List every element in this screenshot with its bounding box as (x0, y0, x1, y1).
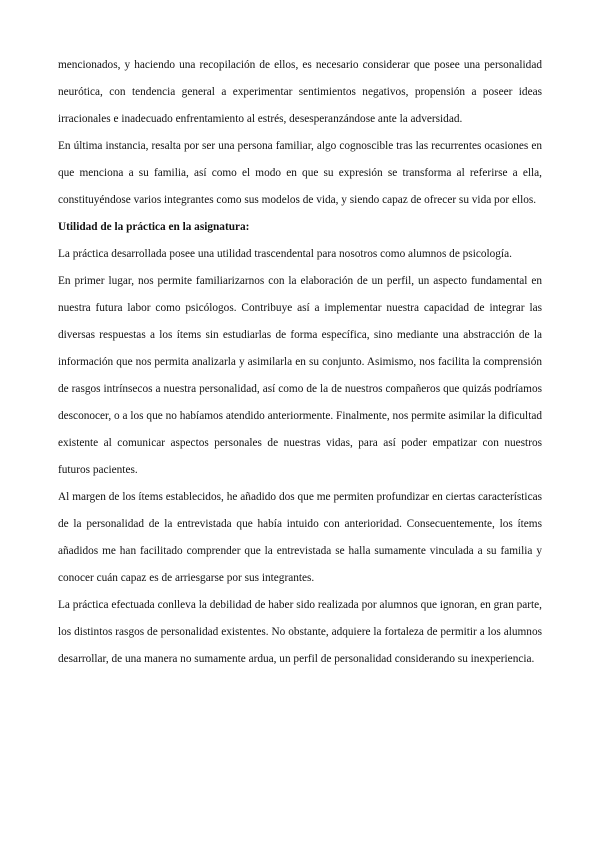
paragraph-utility-intro: La práctica desarrollada posee una utilidad trascendental para nosotros como alumnos de psicología. (58, 248, 512, 260)
paragraph-first-place: En primer lugar, nos permite familiarizarnos con la elaboración de un perfil, un aspecto fundamental en nuestra futura labor como psicólogos. Contribuye así a implementar nuestra capacidad de integrar las diversas respuestas a los ítems sin estudiarlas de forma específica, sino mediante una abstracción de la información que nos permita analizarla y asimilarla en su conjunto. Asimismo, nos facilita la comprensión de rasgos intrínsecos a nuestra personalidad, así como de la de nuestros compañeros que quizás podríamos desconocer, o a los que no habíamos atendido anteriormente. Finalmente, nos permite asimilar la dificultad existente al comunicar aspectos personales de nuestras vidas, para así poder empatizar con nuestros futuros pacientes. (58, 275, 542, 476)
paragraph-added-items: Al margen de los ítems establecidos, he añadido dos que me permiten profundizar en ciertas características de la personalidad de la entrevistada que había intuido con anterioridad. Consecuentemente, los ítems añadidos me han facilitado comprender que la entrevistada se halla sumamente vinculada a su familia y conocer cuán capaz es de arriesgarse por sus integrantes. (58, 491, 542, 584)
paragraph-personality-neurotic: mencionados, y haciendo una recopilación de ellos, es necesario considerar que posee una personalidad neurótica, con tendencia general a experimentar sentimientos negativos, propensión a poseer ideas irracionales e inadecuado enfrentamiento al estrés, desesperanzándose ante la adversidad. (58, 59, 542, 125)
paragraph-family-person: En última instancia, resalta por ser una persona familiar, algo cognoscible tras las recurrentes ocasiones en que menciona a su familia, así como el modo en que su expresión se transforma al referirse a ella, constituyéndose varios integrantes como sus modelos de vida, y siendo capaz de ofrecer su vida por ellos. (58, 140, 542, 206)
paragraph-weakness-strength: La práctica efectuada conlleva la debilidad de haber sido realizada por alumnos que ignoran, en gran parte, los distintos rasgos de personalidad existentes. No obstante, adquiere la fortaleza de permitir a los alumnos desarrollar, de una manera no sumamente ardua, un perfil de personalidad considerando su inexperiencia. (58, 599, 542, 665)
document-page (58, 52, 542, 673)
section-heading: Utilidad de la práctica en la asignatura: (58, 221, 250, 233)
